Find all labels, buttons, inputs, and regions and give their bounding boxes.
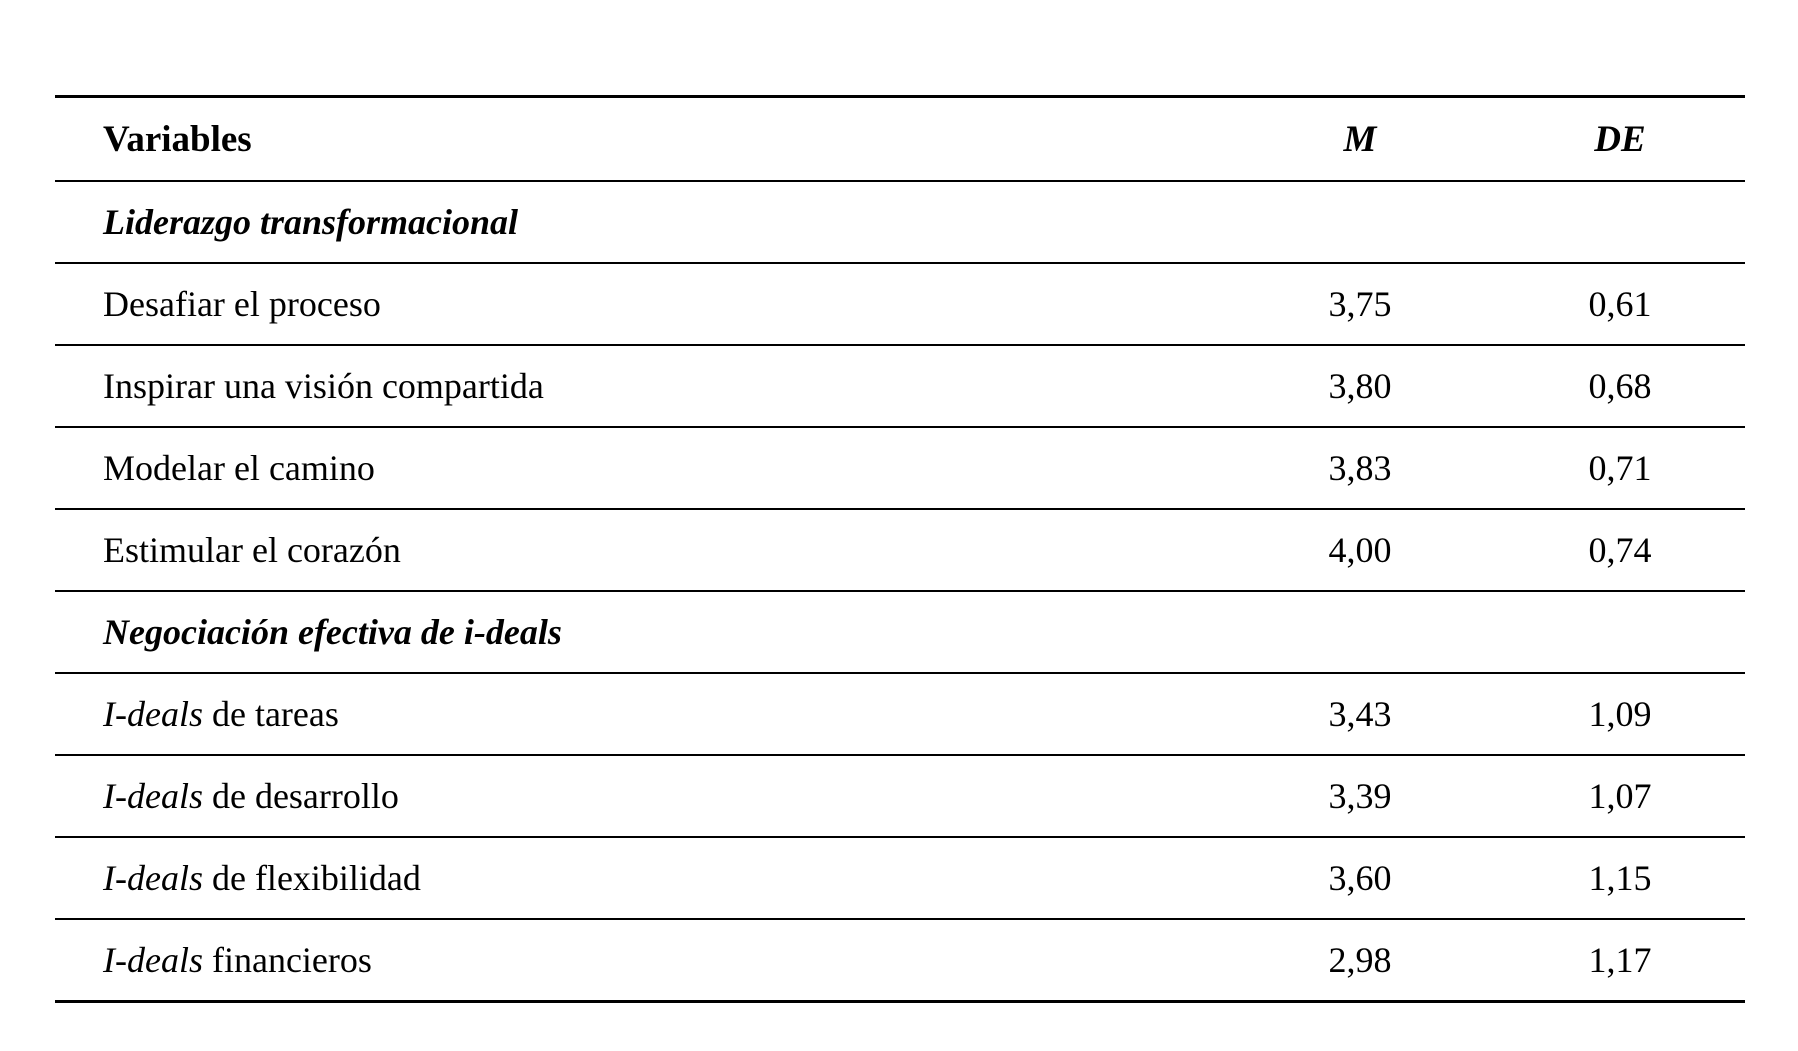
table-row [55,673,1745,755]
row-mean: 2,98 [1225,919,1495,1002]
table-row [55,263,1745,345]
row-sd: 1,07 [1495,755,1745,837]
table-section-row [55,181,1745,263]
row-sd: 0,61 [1495,263,1745,345]
row-label-italic-prefix: I-deals [103,776,203,816]
row-label: Modelar el camino [55,427,1225,509]
table-row [55,755,1745,837]
table-section-row [55,591,1745,673]
row-mean: 3,60 [1225,837,1495,919]
row-label-text: financieros [202,940,372,980]
table-row [55,837,1745,919]
row-mean: 3,83 [1225,427,1495,509]
descriptive-statistics-table [55,95,1745,1003]
row-mean: 3,80 [1225,345,1495,427]
column-header-mean: M [1225,97,1495,182]
section-title: Liderazgo transformacional [55,181,1745,263]
table-row [55,345,1745,427]
row-label-italic-prefix: I-deals [103,940,203,980]
row-label [55,673,1225,755]
row-label [55,755,1225,837]
table-row [55,919,1745,1002]
row-mean: 4,00 [1225,509,1495,591]
row-sd: 0,68 [1495,345,1745,427]
row-sd: 0,74 [1495,509,1745,591]
row-label-italic-prefix: I-deals [103,858,203,898]
column-header-sd: DE [1495,97,1745,182]
row-mean: 3,39 [1225,755,1495,837]
row-label-italic-prefix: I-deals [103,694,203,734]
table-header-row [55,97,1745,182]
row-label: Inspirar una visión compartida [55,345,1225,427]
row-label [55,919,1225,1002]
table-row [55,509,1745,591]
row-label: Estimular el corazón [55,509,1225,591]
table-row [55,427,1745,509]
row-label [55,837,1225,919]
row-label: Desafiar el proceso [55,263,1225,345]
row-sd: 0,71 [1495,427,1745,509]
row-sd: 1,09 [1495,673,1745,755]
section-title: Negociación efectiva de i-deals [55,591,1745,673]
row-sd: 1,17 [1495,919,1745,1002]
column-header-variables: Variables [55,97,1225,182]
row-sd: 1,15 [1495,837,1745,919]
row-label-text: de tareas [202,694,339,734]
row-label-text: de flexibilidad [202,858,421,898]
row-mean: 3,43 [1225,673,1495,755]
row-mean: 3,75 [1225,263,1495,345]
row-label-text: de desarrollo [202,776,399,816]
